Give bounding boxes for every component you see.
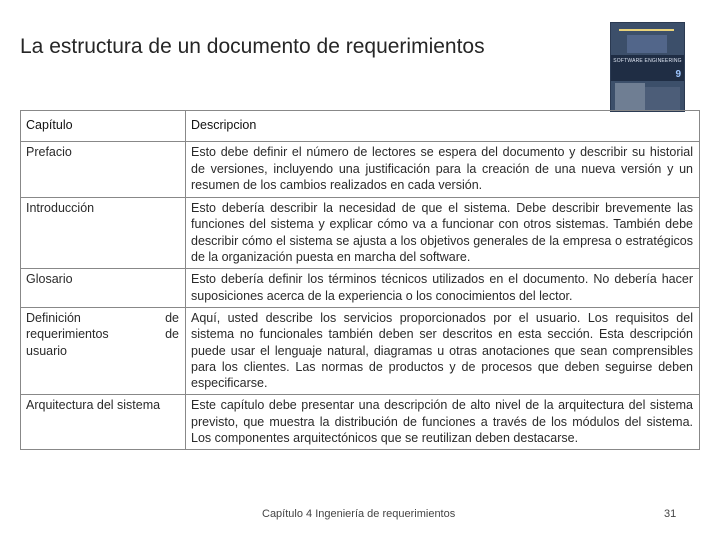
header-description: Descripcion (186, 111, 700, 142)
chapter-word: requerimientos (26, 327, 109, 342)
table-row (21, 198, 700, 269)
page-title: La estructura de un documento de requerimientos (20, 35, 485, 58)
cover-edition: 9 (675, 69, 681, 80)
description-cell: Esto debería definir los términos técnicos utilizados en el documento. No debería hacer suposiciones acerca de la experiencia o los conocimientos del lector. (186, 269, 700, 308)
chapter-word: de (165, 327, 179, 342)
chapter-line (26, 326, 179, 342)
cover-art (615, 83, 645, 111)
table-row (21, 142, 700, 198)
requirements-structure-table (20, 110, 700, 450)
table-row (21, 395, 700, 450)
cover-decoration (619, 29, 674, 31)
description-cell: Esto debería describir la necesidad de que el sistema. Debe describir brevemente las funciones del sistema y explicar cómo va a funcionar con otros sistemas. También debe describir cómo el sistema se ajusta a los objetivos generales de la empresa o estratégicos de la organización puesta en marcha del software. (186, 198, 700, 269)
description-cell: Aquí, usted describe los servicios proporcionados por el usuario. Los requisitos del sistema no funcionales también deben ser descritos en esta sección. Esta descripción puede usar el lenguaje natural, diagramas u otras anotaciones que sean comprensibles para los clientes. Las normas de productos y de procesos que deben seguirse deben especificarse. (186, 307, 700, 394)
description-cell: Este capítulo debe presentar una descripción de alto nivel de la arquitectura del sistema previsto, que muestra la distribución de funciones a través de los módulos del sistema. Los componentes arquitectónicos que se reutilizan deben destacarse. (186, 395, 700, 450)
table-row (21, 269, 700, 308)
chapter-cell: Arquitectura del sistema (21, 395, 186, 450)
chapter-cell (21, 307, 186, 394)
book-cover-image (610, 22, 685, 112)
cover-art (645, 87, 680, 111)
chapter-cell: Introducción (21, 198, 186, 269)
page-number: 31 (664, 508, 677, 520)
description-cell: Esto debe definir el número de lectores se espera del documento y describir su historial de versiones, incluyendo una justificación para la creación de una nueva versión y un resumen de los cambios realizados en cada versión. (186, 142, 700, 198)
chapter-cell: Prefacio (21, 142, 186, 198)
chapter-word: de (165, 310, 179, 325)
table-header-row (21, 111, 700, 142)
chapter-line: usuario (26, 343, 67, 358)
chapter-cell: Glosario (21, 269, 186, 308)
header-chapter: Capítulo (21, 111, 186, 142)
chapter-line (26, 310, 179, 326)
table-row (21, 307, 700, 394)
cover-art (627, 35, 667, 53)
chapter-word: Definición (26, 310, 81, 325)
cover-title: SOFTWARE ENGINEERING (613, 58, 682, 64)
footer-caption: Capítulo 4 Ingeniería de requerimientos (262, 508, 456, 520)
